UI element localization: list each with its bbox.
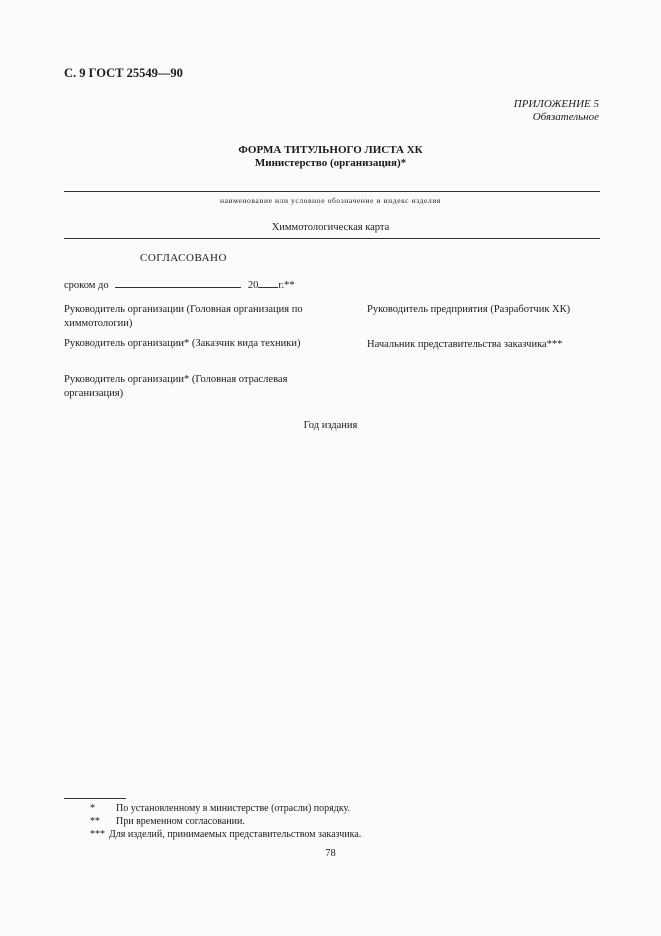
footnote-separator [64, 798, 126, 799]
deadline-date-blank [115, 278, 241, 288]
footnote-3 [90, 828, 361, 841]
card-title-line [64, 238, 600, 239]
signatory-left-1: Руководитель организации (Головная организация по химмотологии) [64, 304, 303, 329]
deadline-suffix: г.** [278, 280, 295, 291]
appendix-status: Обязательное [532, 111, 599, 123]
form-title: ФОРМА ТИТУЛЬНОГО ЛИСТА ХК [238, 144, 423, 156]
appendix-title: ПРИЛОЖЕНИЕ 5 [513, 98, 599, 110]
approval-deadline [64, 278, 295, 291]
card-title: Химмотологическая карта [271, 222, 390, 233]
footnote-1 [90, 802, 350, 815]
footnote-mark: *** [90, 829, 105, 840]
form-subtitle: Министерство (организация)* [254, 157, 407, 169]
footnote-text: По установленному в министерстве (отрасли) порядку. [116, 803, 351, 814]
signatory-right-2: Начальник представительства заказчика*** [367, 339, 563, 350]
product-name-caption: наименование или условное обозначение и индекс изделия [220, 196, 441, 205]
footnote-mark: * [90, 803, 95, 814]
page-number: 78 [325, 848, 336, 859]
page-header: С. 9 ГОСТ 25549—90 [64, 66, 183, 80]
signatory-right-1: Руководитель предприятия (Разработчик ХК) [367, 304, 571, 315]
signatory-left-3: Руководитель организации* (Головная отраслевая организация) [64, 374, 288, 399]
approval-heading: СОГЛАСОВАНО [140, 252, 227, 264]
footnote-text: При временном согласовании. [116, 816, 245, 827]
form-title-block [0, 144, 661, 170]
footnote-mark: ** [90, 816, 100, 827]
signatory-left-2: Руководитель организации* (Заказчик вида техники) [64, 338, 301, 349]
deadline-year-blank [258, 278, 278, 288]
year-of-publication: Год издания [303, 420, 358, 431]
product-name-line [64, 191, 600, 192]
deadline-year: 20 [247, 280, 259, 291]
footnote-text: Для изделий, принимаемых представительством заказчика. [109, 829, 362, 840]
footnote-2 [90, 815, 245, 828]
deadline-prefix: сроком до [64, 280, 109, 291]
appendix-label [514, 98, 599, 124]
